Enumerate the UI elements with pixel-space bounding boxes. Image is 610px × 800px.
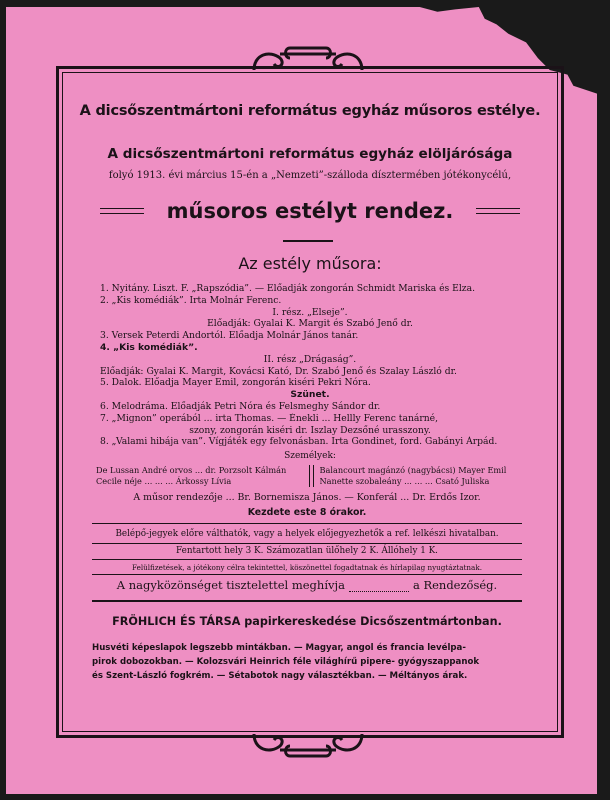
main-title-row xyxy=(100,199,520,223)
program-item: szony, zongorán kiséri dr. Iszlay Dezsőné urasszony. xyxy=(189,424,431,436)
organizer-line: A műsor rendezője ... Br. Bornemisza János. — Konferál ... Dr. Erdős Izor. xyxy=(133,492,481,503)
date-line: folyó 1913. évi március 15-én a „Nemzeti”-szálloda dísztermében jótékonycélú, xyxy=(108,170,512,181)
donations-info: Felülfizetések, a jótékony célra tekintettel, köszönettel fogadtatnak és hírlapilag nyugtáztatnak. xyxy=(131,563,482,572)
divider xyxy=(92,559,522,560)
program-heading: Az estély műsora: xyxy=(238,254,382,273)
invitation-line xyxy=(92,578,522,592)
divider xyxy=(92,574,522,575)
cast-entry: Nanette szobaleány ... ... ... Csató Juliska xyxy=(319,476,490,486)
divider xyxy=(92,543,522,544)
program-item: II. rész „Drágaság”. xyxy=(263,353,357,365)
program-item: Előadják: Gyalai K. Margit, Kovácsi Kató, Dr. Szabó Jenő és Szalay László dr. xyxy=(100,365,457,377)
cast-divider xyxy=(309,476,314,487)
start-time: Kezdete este 8 órakor. xyxy=(247,507,367,518)
program-item: 6. Melodráma. Előadják Petri Nóra és Felsmeghy Sándor dr. xyxy=(100,400,381,412)
cast-divider xyxy=(309,465,314,476)
program-item: 5. Dalok. Előadja Mayer Emil, zongorán kiséri Pekri Nóra. xyxy=(100,377,371,389)
main-title: műsoros estélyt rendez. xyxy=(166,199,454,223)
divider xyxy=(92,600,522,602)
bottom-ornament-icon xyxy=(250,728,366,760)
program-list xyxy=(100,283,520,448)
invitation-signature: a Rendezőség. xyxy=(412,578,498,592)
organizer-heading: A dicsőszentmártoni református egyház elöljárósága xyxy=(107,146,513,162)
advertisement-text xyxy=(92,641,522,683)
right-dash-ornament xyxy=(476,208,520,214)
signature-blank xyxy=(349,578,409,592)
cast-heading: Személyek: xyxy=(284,451,336,461)
cast-row xyxy=(96,476,526,487)
cast-entry: De Lussan André orvos ... dr. Porzsolt Kálmán xyxy=(96,465,287,475)
program-item: 4. „Kis komédiák”. xyxy=(100,341,198,353)
divider xyxy=(92,523,522,524)
program-item: Előadják: Gyalai K. Margit és Szabó Jenő dr. xyxy=(207,318,413,330)
tickets-info: Belépő-jegyek előre válthatók, vagy a helyek előjegyezhetők a ref. lelkészi hivatalban. xyxy=(115,529,499,539)
program-item: 8. „Valami hibája van”. Vígjáték egy felvonásban. Irta Gondinet, ford. Gabányi Árpád. xyxy=(100,436,498,448)
cast-row xyxy=(96,465,526,476)
cast-entry: Cecile néje ... ... ... Árkossy Lívia xyxy=(96,476,232,486)
program-item: 2. „Kis komédiák”. Irta Molnár Ferenc. xyxy=(100,294,282,306)
program-item: 7. „Mignon” operából ... irta Thomas. — Énekli ... Hellly Ferenc tanárné, xyxy=(100,412,439,424)
program-item: 1. Nyitány. Liszt. F. „Rapszódia”. — Előadják zongorán Schmidt Mariska és Elza. xyxy=(100,283,476,294)
ad-line: pirok dobozokban. — Kolozsvári Heinrich féle világhírű pipere- gyógyszappanok xyxy=(92,657,480,667)
cast-entry: Balancourt magánzó (nagybácsi) Mayer Emil xyxy=(319,465,507,475)
cast-list xyxy=(96,465,526,487)
invitation-text: A nagyközönséget tisztelettel meghívja xyxy=(116,578,345,592)
advertiser-name: FRÖHLICH ÉS TÁRSA papirkereskedése Dicsőszentmártonban. xyxy=(112,615,502,628)
poster-title: A dicsőszentmártoni református egyház műsoros estélye. xyxy=(79,103,541,119)
program-item: Szünet. xyxy=(290,389,330,401)
program-item: 3. Versek Peterdi Andortól. Előadja Molnár János tanár. xyxy=(100,330,359,342)
ad-line: Husvéti képeslapok legszebb mintákban. — Magyar, angol és francia levélpa- xyxy=(92,643,466,653)
ad-line: és Szent-László fogkrém. — Sétabotok nagy választékban. — Méltányos árak. xyxy=(92,671,468,681)
left-dash-ornament xyxy=(100,208,144,214)
program-item: I. rész. „Elseje”. xyxy=(272,306,348,318)
prices-info: Fentartott hely 3 K. Számozatlan ülőhely 2 K. Állóhely 1 K. xyxy=(176,546,438,556)
title-separator xyxy=(283,240,333,242)
